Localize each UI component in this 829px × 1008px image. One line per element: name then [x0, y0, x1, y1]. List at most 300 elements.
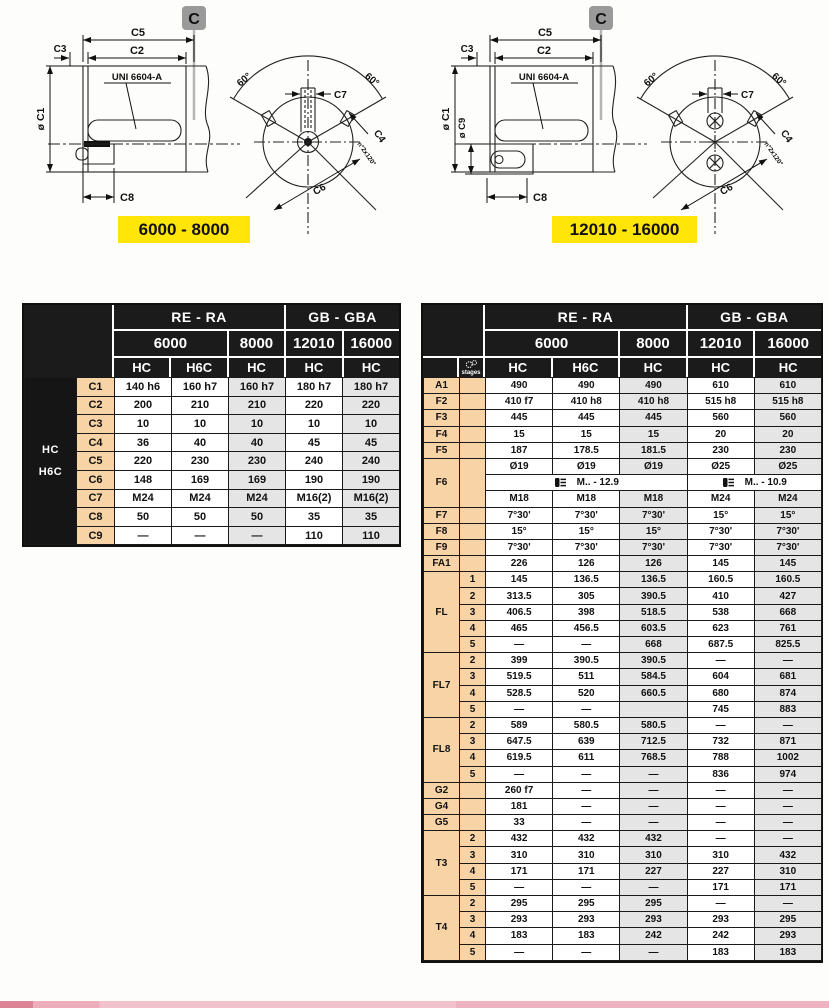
- stage-cell: 2: [460, 831, 486, 847]
- size-header-8000: 8000: [620, 331, 686, 356]
- cell: —: [172, 526, 229, 545]
- table-row: [424, 912, 822, 928]
- table-row: [424, 717, 822, 733]
- cell: 538: [687, 604, 754, 620]
- dim-label-c7: C7: [334, 90, 347, 101]
- dim-label-c4: C4: [370, 128, 388, 145]
- cell: 836: [687, 766, 754, 782]
- bolt-spec: [688, 477, 821, 488]
- series-header-re-ra: RE - RA: [485, 305, 686, 329]
- table-row: [424, 604, 822, 620]
- type-header-hc: HC: [688, 358, 754, 377]
- cell: M18: [553, 491, 620, 507]
- cell: 15: [620, 426, 687, 442]
- table-row: [424, 766, 822, 782]
- cell: 126: [620, 556, 687, 572]
- cell: 584.5: [620, 669, 687, 685]
- stages-icon: [465, 359, 478, 369]
- cell: 171: [754, 879, 821, 895]
- stage-cell: [460, 523, 486, 539]
- table-row: [25, 415, 400, 434]
- series-header-gb-gba: GB - GBA: [286, 305, 399, 329]
- table-row: [424, 523, 822, 539]
- cell: 210: [229, 396, 286, 415]
- table-row: [424, 556, 822, 572]
- stage-cell: 3: [460, 669, 486, 685]
- table-row: [25, 526, 400, 545]
- cell: 293: [620, 912, 687, 928]
- stage-cell: 3: [460, 847, 486, 863]
- c-dimensions-body: [24, 377, 400, 545]
- dim-note-c4: n°2x120°: [355, 140, 377, 168]
- table-row: [424, 394, 822, 410]
- cell: 293: [754, 928, 821, 944]
- cell: —: [553, 766, 620, 782]
- table-header: [24, 305, 399, 377]
- cell: M18: [620, 491, 687, 507]
- cell: 623: [687, 620, 754, 636]
- cell: —: [687, 831, 754, 847]
- cell: M24: [687, 491, 754, 507]
- dim-label-c6: C6: [311, 181, 329, 198]
- table-row: [25, 489, 400, 508]
- cell: 604: [687, 669, 754, 685]
- stage-cell: 5: [460, 879, 486, 895]
- size-header-8000: 8000: [229, 331, 284, 356]
- cell: 15°: [754, 507, 821, 523]
- row-label: C7: [77, 489, 115, 508]
- cell: 160.5: [754, 572, 821, 588]
- table-row: [424, 669, 822, 685]
- cell: M16(2): [286, 489, 343, 508]
- cell: 240: [286, 452, 343, 471]
- cell: 220: [286, 396, 343, 415]
- cell: 230: [172, 452, 229, 471]
- cell: 7°30': [687, 539, 754, 555]
- cell: 35: [286, 508, 343, 527]
- row-label: F2: [424, 394, 460, 410]
- row-label: G2: [424, 782, 460, 798]
- cell: 220: [343, 396, 400, 415]
- cell: 15°: [553, 523, 620, 539]
- row-label: F5: [424, 442, 460, 458]
- cell: —: [486, 766, 553, 782]
- cell: 768.5: [620, 750, 687, 766]
- size-range-caption: 12010 - 16000: [552, 216, 697, 243]
- stage-cell: 2: [460, 588, 486, 604]
- cell: 668: [754, 604, 821, 620]
- cell: 490: [553, 378, 620, 394]
- cell: 295: [620, 896, 687, 912]
- row-label: T3: [424, 831, 460, 896]
- cell: —: [115, 526, 172, 545]
- stage-cell: 4: [460, 685, 486, 701]
- cell: 180 h7: [286, 378, 343, 397]
- cell: 183: [486, 928, 553, 944]
- header-blank-cell: [423, 358, 457, 377]
- stage-cell: [460, 507, 486, 523]
- cell: —: [687, 782, 754, 798]
- cell: 712.5: [620, 734, 687, 750]
- cell: —: [620, 782, 687, 798]
- cell: 519.5: [486, 669, 553, 685]
- table-row: [424, 734, 822, 750]
- table-header: [423, 305, 821, 377]
- cell: 7°30': [754, 523, 821, 539]
- bolt-spec-cell: [486, 475, 688, 491]
- cell: 515 h8: [754, 394, 821, 410]
- cell: 230: [687, 442, 754, 458]
- shaft-drawing-12010-16000: [415, 2, 825, 252]
- dim-label-c4: C4: [777, 128, 795, 145]
- page-bottom-strip: [0, 1001, 829, 1008]
- row-label: FL7: [424, 653, 460, 718]
- row-label: C1: [77, 378, 115, 397]
- cell: —: [754, 717, 821, 733]
- row-label: G5: [424, 815, 460, 831]
- cell: 7°30': [687, 523, 754, 539]
- dim-label-c3: C3: [460, 44, 474, 55]
- dim-label-c2: C2: [129, 45, 145, 57]
- cell: 36: [115, 433, 172, 452]
- cell: 145: [754, 556, 821, 572]
- dim-label-c8: C8: [533, 192, 548, 204]
- cell: 45: [343, 433, 400, 452]
- table-row: [424, 458, 822, 474]
- row-label: G4: [424, 798, 460, 814]
- cell: 427: [754, 588, 821, 604]
- cell: —: [486, 637, 553, 653]
- cell: 313.5: [486, 588, 553, 604]
- cell: 10: [286, 415, 343, 434]
- cell: 432: [754, 847, 821, 863]
- cell: 410: [687, 588, 754, 604]
- table-row: [25, 396, 400, 415]
- cell: —: [687, 717, 754, 733]
- cell: —: [687, 815, 754, 831]
- row-label: T4: [424, 896, 460, 961]
- type-header-h6c: H6C: [553, 358, 619, 377]
- stage-cell: 3: [460, 912, 486, 928]
- dimensions-table-main: [421, 303, 823, 963]
- cell: 7°30': [754, 539, 821, 555]
- cell: M16(2): [343, 489, 400, 508]
- row-label: C9: [77, 526, 115, 545]
- table-corner: [24, 305, 112, 377]
- cell: 183: [687, 944, 754, 960]
- type-header-hc: HC: [485, 358, 551, 377]
- main-dimensions-body: [423, 377, 822, 961]
- type-header-h6c: H6C: [171, 358, 226, 377]
- cell: 647.5: [486, 734, 553, 750]
- angle-label-right: 60°: [769, 71, 788, 90]
- cell: —: [620, 944, 687, 960]
- cell: 171: [486, 863, 553, 879]
- cell: Ø25: [687, 458, 754, 474]
- cell: 145: [687, 556, 754, 572]
- cell: 200: [115, 396, 172, 415]
- cell: 242: [687, 928, 754, 944]
- cell: Ø25: [754, 458, 821, 474]
- stage-cell: 4: [460, 750, 486, 766]
- cell: 35: [343, 508, 400, 527]
- dim-label-c1: ø C1: [35, 107, 47, 131]
- cell: 230: [229, 452, 286, 471]
- cell: 681: [754, 669, 821, 685]
- cell: Ø19: [620, 458, 687, 474]
- cell: 668: [620, 637, 687, 653]
- cell: 871: [754, 734, 821, 750]
- dim-label-c5: C5: [537, 27, 553, 39]
- table-row: [424, 653, 822, 669]
- table-row: [424, 507, 822, 523]
- table-row: [25, 378, 400, 397]
- cell: 305: [553, 588, 620, 604]
- size-header-16000: 16000: [755, 331, 821, 356]
- stage-cell: [460, 410, 486, 426]
- cell: 310: [687, 847, 754, 863]
- cell: 15°: [687, 507, 754, 523]
- cell: 183: [754, 944, 821, 960]
- cell: 180 h7: [343, 378, 400, 397]
- dimensions-table-c: [22, 303, 401, 547]
- angle-label-left: 60°: [235, 71, 254, 90]
- bolt-spec: [486, 477, 687, 488]
- row-label: A1: [424, 378, 460, 394]
- cell: —: [620, 879, 687, 895]
- cell: 398: [553, 604, 620, 620]
- cell: 171: [687, 879, 754, 895]
- cell: 603.5: [620, 620, 687, 636]
- cell: —: [553, 701, 620, 717]
- cell: 390.5: [553, 653, 620, 669]
- cell: 20: [687, 426, 754, 442]
- cell: 610: [687, 378, 754, 394]
- cell: 169: [229, 470, 286, 489]
- cell: —: [620, 815, 687, 831]
- cell: 295: [754, 912, 821, 928]
- section-tab-label: C: [595, 11, 607, 28]
- cell: —: [553, 782, 620, 798]
- cell: 1002: [754, 750, 821, 766]
- cell: 20: [754, 426, 821, 442]
- row-label: F4: [424, 426, 460, 442]
- cell: —: [553, 637, 620, 653]
- table-row: [424, 831, 822, 847]
- table-row: [424, 701, 822, 717]
- cell: 580.5: [620, 717, 687, 733]
- cell: 7°30': [553, 507, 620, 523]
- cell: 7°30': [620, 507, 687, 523]
- cell: 7°30': [553, 539, 620, 555]
- cell: 490: [486, 378, 553, 394]
- cell: 10: [115, 415, 172, 434]
- cell: 465: [486, 620, 553, 636]
- type-header-hc: HC: [229, 358, 284, 377]
- dim-label-c1: ø C1: [440, 107, 452, 131]
- cell: 310: [486, 847, 553, 863]
- table-corner: [423, 305, 483, 356]
- cell: 145: [486, 572, 553, 588]
- cell: 528.5: [486, 685, 553, 701]
- stage-cell: 1: [460, 572, 486, 588]
- cell: 110: [286, 526, 343, 545]
- cell: 160 h7: [172, 378, 229, 397]
- row-label: F6: [424, 458, 460, 507]
- cell: 410 h8: [553, 394, 620, 410]
- stage-cell: [460, 458, 486, 507]
- stages-header-label: stages: [461, 370, 481, 376]
- cell: 560: [687, 410, 754, 426]
- cell: —: [620, 798, 687, 814]
- cell: 15°: [486, 523, 553, 539]
- cell: —: [754, 815, 821, 831]
- table-row: [25, 470, 400, 489]
- table-row: [424, 539, 822, 555]
- cell: —: [553, 815, 620, 831]
- stage-cell: 4: [460, 928, 486, 944]
- cell: 490: [620, 378, 687, 394]
- angle-label-left: 60°: [642, 71, 661, 90]
- bolt-spec-cell: [687, 475, 821, 491]
- bolt-icon: [554, 477, 567, 488]
- table-row: [424, 847, 822, 863]
- cell: M24: [229, 489, 286, 508]
- side-label: HC H6C: [25, 378, 77, 545]
- cell: 181.5: [620, 442, 687, 458]
- row-label: FL: [424, 572, 460, 653]
- stage-cell: 4: [460, 620, 486, 636]
- row-label: C8: [77, 508, 115, 527]
- cell: 15°: [620, 523, 687, 539]
- cell: 432: [553, 831, 620, 847]
- cell: 295: [486, 896, 553, 912]
- table-row: [424, 588, 822, 604]
- stage-cell: 5: [460, 701, 486, 717]
- cell: 178.5: [553, 442, 620, 458]
- table-row: [25, 508, 400, 527]
- cell: 680: [687, 685, 754, 701]
- cell: M24: [115, 489, 172, 508]
- cell: 761: [754, 620, 821, 636]
- cell: 160.5: [687, 572, 754, 588]
- table-row: [25, 433, 400, 452]
- size-header-12010: 12010: [286, 331, 341, 356]
- cell: 110: [343, 526, 400, 545]
- stage-cell: 5: [460, 637, 486, 653]
- dim-label-c8: C8: [120, 192, 135, 204]
- row-label: F9: [424, 539, 460, 555]
- cell: 687.5: [687, 637, 754, 653]
- cell: —: [687, 798, 754, 814]
- cell: 745: [687, 701, 754, 717]
- stage-cell: 3: [460, 734, 486, 750]
- table-row: [424, 410, 822, 426]
- stages-header: [459, 358, 483, 377]
- cell: 310: [553, 847, 620, 863]
- row-label: C2: [77, 396, 115, 415]
- stage-cell: [460, 556, 486, 572]
- cell: 520: [553, 685, 620, 701]
- cell: —: [754, 782, 821, 798]
- cell: 50: [172, 508, 229, 527]
- cell: —: [486, 701, 553, 717]
- row-label: FL8: [424, 717, 460, 782]
- cell: 15: [553, 426, 620, 442]
- row-label: F3: [424, 410, 460, 426]
- row-label: F7: [424, 507, 460, 523]
- cell: 511: [553, 669, 620, 685]
- stage-cell: 2: [460, 717, 486, 733]
- table-row: [424, 442, 822, 458]
- cell: 7°30': [486, 539, 553, 555]
- cell: 974: [754, 766, 821, 782]
- table-row: [424, 782, 822, 798]
- cell: 169: [172, 470, 229, 489]
- table-row: [424, 378, 822, 394]
- stage-cell: [460, 378, 486, 394]
- dim-label-c3: C3: [53, 44, 67, 55]
- cell: Ø19: [553, 458, 620, 474]
- cell: 410 h8: [620, 394, 687, 410]
- cell: 227: [620, 863, 687, 879]
- cell: 732: [687, 734, 754, 750]
- side-view-dimensions: [451, 35, 601, 203]
- cell: —: [620, 766, 687, 782]
- cell: 445: [553, 410, 620, 426]
- size-header-6000: 6000: [485, 331, 618, 356]
- table-row: [424, 572, 822, 588]
- cell: 230: [754, 442, 821, 458]
- cell: 310: [754, 863, 821, 879]
- cell: 410 f7: [486, 394, 553, 410]
- keyway-standard-label: UNI 6604-A: [518, 72, 570, 83]
- stage-cell: [460, 798, 486, 814]
- cell: —: [553, 879, 620, 895]
- cell: 589: [486, 717, 553, 733]
- cell: 295: [553, 896, 620, 912]
- cell: —: [486, 879, 553, 895]
- cell: 10: [229, 415, 286, 434]
- cell: 183: [553, 928, 620, 944]
- cell: 181: [486, 798, 553, 814]
- cell: M18: [486, 491, 553, 507]
- table-row: [424, 685, 822, 701]
- cell: 160 h7: [229, 378, 286, 397]
- stage-cell: 5: [460, 944, 486, 960]
- cell: 825.5: [754, 637, 821, 653]
- row-label: F8: [424, 523, 460, 539]
- dim-label-c7: C7: [741, 90, 754, 101]
- size-header-16000: 16000: [344, 331, 399, 356]
- cell: 171: [553, 863, 620, 879]
- table-row: [424, 637, 822, 653]
- stage-cell: 4: [460, 863, 486, 879]
- cell: 190: [286, 470, 343, 489]
- cell: —: [754, 896, 821, 912]
- cell: —: [687, 653, 754, 669]
- type-header-hc: HC: [755, 358, 821, 377]
- cell: 126: [553, 556, 620, 572]
- stage-cell: [460, 782, 486, 798]
- cell: 560: [754, 410, 821, 426]
- bolt-spec-text: M.. - 10.9: [744, 477, 787, 489]
- cell: 220: [115, 452, 172, 471]
- cell: 310: [620, 847, 687, 863]
- cell: 456.5: [553, 620, 620, 636]
- stage-cell: 2: [460, 653, 486, 669]
- dim-label-c9: ø C9: [457, 117, 468, 139]
